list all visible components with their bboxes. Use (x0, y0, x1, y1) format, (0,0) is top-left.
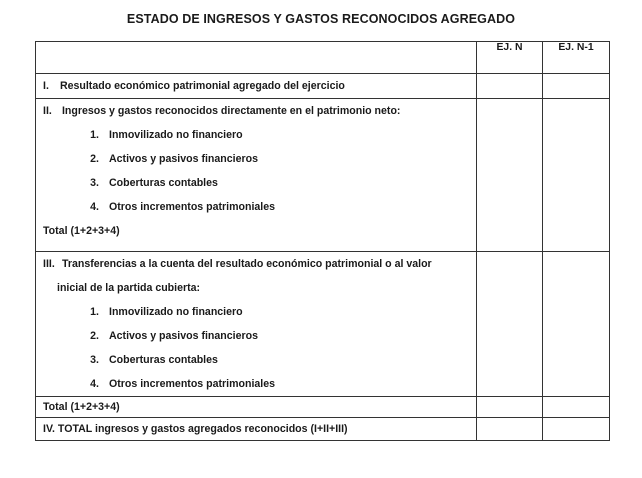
section-iii-number: III. (43, 258, 55, 270)
section-iv-value-n-1 (543, 418, 610, 441)
section-ii-item: 3. Coberturas contables (90, 177, 218, 189)
section-iii-total: Total (1+2+3+4) (43, 401, 120, 413)
section-iii-item: 3. Coberturas contables (90, 354, 218, 366)
section-i-value-n-1 (543, 74, 610, 99)
section-iii-item: 4. Otros incrementos patrimoniales (90, 378, 276, 390)
section-ii-value-n-1 (543, 99, 610, 252)
row-section-i (36, 74, 610, 99)
section-i-number: I. (43, 80, 49, 92)
section-i-label-cell (36, 74, 477, 99)
section-iii-label-line1: Transferencias a la cuenta del resultado económico patrimonial o al valor (61, 258, 432, 270)
row-section-iii (36, 252, 610, 397)
section-iii-item: 2. Activos y pasivos financieros (90, 330, 258, 342)
section-iii-cell (36, 252, 477, 397)
column-header-ej-n-1: EJ. N-1 (543, 42, 610, 74)
section-iv-cell (36, 418, 477, 441)
section-ii-item: 2. Activos y pasivos financieros (90, 153, 258, 165)
section-ii-total: Total (1+2+3+4) (43, 225, 120, 237)
section-iii-label-line2: inicial de la partida cubierta: (57, 282, 201, 294)
section-iii-value-n (477, 252, 543, 397)
row-section-iv (36, 418, 610, 441)
section-ii-cell (36, 99, 477, 252)
section-ii-label: Ingresos y gastos reconocidos directamente en el patrimonio neto: (61, 105, 401, 117)
section-iii-item: 1. Inmovilizado no financiero (90, 306, 243, 318)
section-ii-item: 4. Otros incrementos patrimoniales (90, 201, 276, 213)
section-iii-total-value-n-1 (543, 397, 610, 418)
section-i-label: Resultado económico patrimonial agregado del ejercicio (59, 80, 345, 92)
section-ii-item: 1. Inmovilizado no financiero (90, 129, 243, 141)
row-section-iii-total (36, 397, 610, 418)
header-description-cell (36, 42, 477, 74)
column-header-ej-n: EJ. N (477, 42, 543, 74)
document-title: ESTADO DE INGRESOS Y GASTOS RECONOCIDOS AGREGADO (126, 12, 516, 26)
row-section-ii (36, 99, 610, 252)
header-row (36, 42, 610, 74)
section-iii-total-cell (36, 397, 477, 418)
section-ii-value-n (477, 99, 543, 252)
section-i-value-n (477, 74, 543, 99)
section-iii-total-value-n (477, 397, 543, 418)
section-iv-label: IV. TOTAL ingresos y gastos agregados reconocidos (I+II+III) (43, 423, 348, 435)
section-iii-value-n-1 (543, 252, 610, 397)
statement-table (35, 41, 610, 441)
section-iv-value-n (477, 418, 543, 441)
section-ii-number: II. (43, 105, 52, 117)
